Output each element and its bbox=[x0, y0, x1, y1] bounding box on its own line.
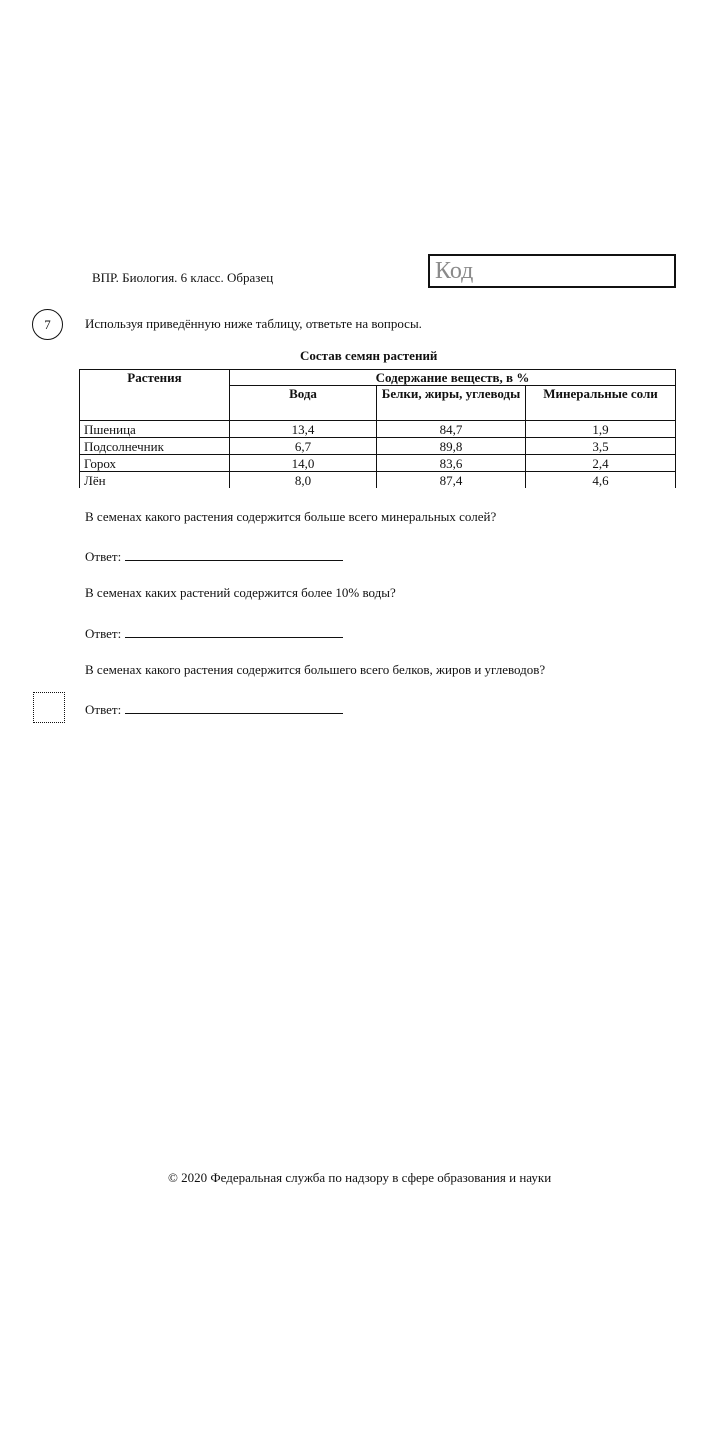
answer-2 bbox=[85, 624, 343, 642]
header-content-group: Содержание веществ, в % bbox=[230, 370, 676, 386]
cell-minerals: 4,6 bbox=[526, 472, 676, 489]
answer-line-2[interactable] bbox=[125, 624, 343, 638]
cell-minerals: 3,5 bbox=[526, 438, 676, 455]
question-2: В семенах каких растений содержится более 10% воды? bbox=[85, 585, 396, 600]
answer-label: Ответ: bbox=[85, 702, 122, 717]
table-header-row bbox=[80, 370, 676, 386]
page-header-title: ВПР. Биология. 6 класс. Образец bbox=[92, 270, 274, 285]
cell-plant: Горох bbox=[80, 455, 230, 472]
cell-water: 6,7 bbox=[230, 438, 377, 455]
answer-1 bbox=[85, 547, 343, 565]
cell-plant: Пшеница bbox=[80, 421, 230, 438]
footer-copyright: © 2020 Федеральная служба по надзору в сфере образования и науки bbox=[168, 1170, 552, 1185]
cell-proteins: 84,7 bbox=[377, 421, 526, 438]
score-box[interactable] bbox=[33, 692, 65, 723]
table-row bbox=[80, 455, 676, 472]
cell-proteins: 89,8 bbox=[377, 438, 526, 455]
header-proteins: Белки, жиры, углеводы bbox=[377, 386, 526, 421]
cell-plant: Подсолнечник bbox=[80, 438, 230, 455]
table-row bbox=[80, 472, 676, 489]
code-input-box[interactable] bbox=[428, 254, 676, 288]
answer-line-1[interactable] bbox=[125, 547, 343, 561]
header-minerals: Минеральные соли bbox=[526, 386, 676, 421]
cell-water: 8,0 bbox=[230, 472, 377, 489]
question-3: В семенах какого растения содержится большего всего белков, жиров и углеводов? bbox=[85, 662, 546, 677]
cell-proteins: 83,6 bbox=[377, 455, 526, 472]
answer-label: Ответ: bbox=[85, 549, 122, 564]
header-water: Вода bbox=[230, 386, 377, 421]
cell-water: 14,0 bbox=[230, 455, 377, 472]
answer-3 bbox=[85, 700, 343, 718]
answer-label: Ответ: bbox=[85, 626, 122, 641]
cell-proteins: 87,4 bbox=[377, 472, 526, 489]
seed-composition-table bbox=[79, 369, 676, 488]
table-title: Состав семян растений bbox=[300, 348, 438, 363]
cell-plant: Лён bbox=[80, 472, 230, 489]
cell-water: 13,4 bbox=[230, 421, 377, 438]
task-number-badge: 7 bbox=[32, 309, 63, 340]
header-plants: Растения bbox=[80, 370, 230, 421]
code-label: Код bbox=[435, 258, 474, 284]
table-row bbox=[80, 421, 676, 438]
answer-line-3[interactable] bbox=[125, 700, 343, 714]
table-row bbox=[80, 438, 676, 455]
cell-minerals: 2,4 bbox=[526, 455, 676, 472]
question-1: В семенах какого растения содержится больше всего минеральных солей? bbox=[85, 509, 497, 524]
cell-minerals: 1,9 bbox=[526, 421, 676, 438]
task-intro: Используя приведённую ниже таблицу, ответьте на вопросы. bbox=[85, 316, 422, 331]
